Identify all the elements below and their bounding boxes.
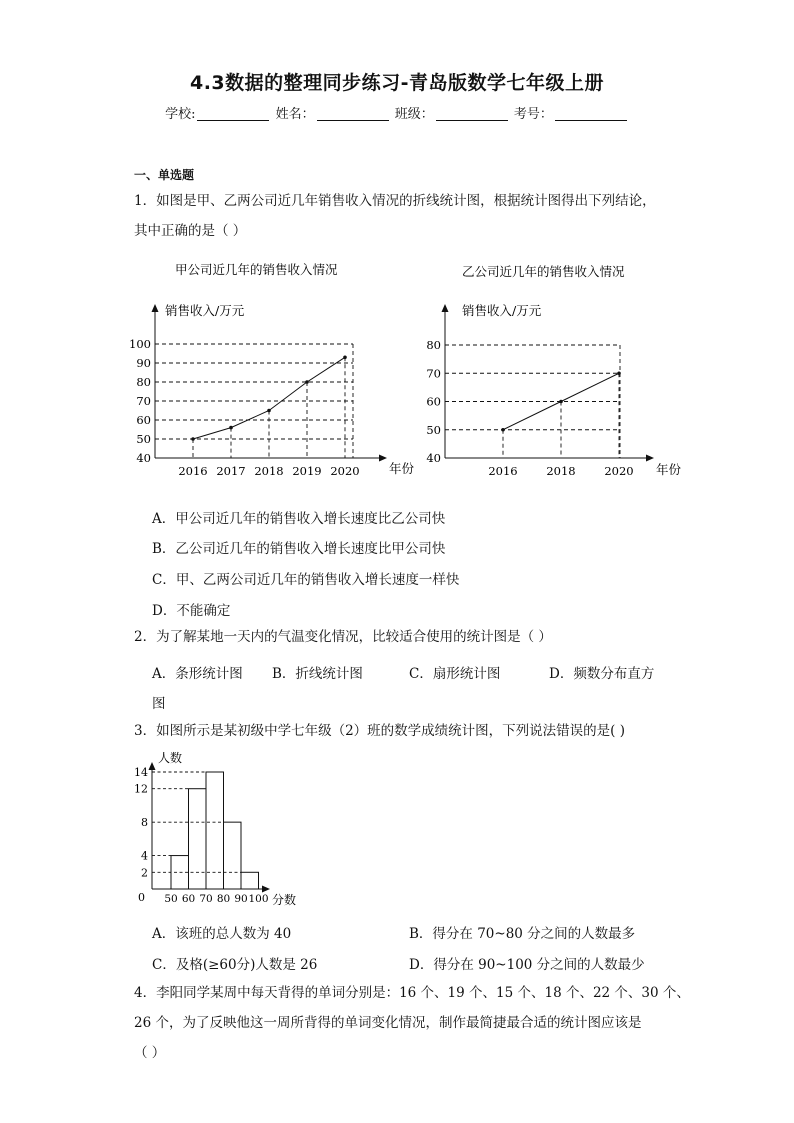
chart-c-plot [134, 762, 270, 905]
chart-b-data-point [559, 400, 563, 404]
q1-option-a[interactable]: A．甲公司近几年的销售收入增长速度比乙公司快 [152, 511, 446, 527]
exam-no-blank[interactable] [555, 106, 627, 121]
name-blank[interactable] [317, 106, 389, 121]
q2-line1: 2．为了解某地一天内的气温变化情况，比较适合使用的统计图是（ ） [134, 629, 552, 645]
chart-b-plot [426, 304, 654, 478]
chart-a-xtick-label: 2016 [178, 464, 208, 478]
chart-c-ytick-label: 12 [134, 782, 148, 796]
chart-b-ylabel: 销售收入/万元 [462, 303, 542, 318]
chart-c-ytick-label: 2 [141, 866, 148, 880]
chart-c-ytick-label: 14 [134, 766, 148, 779]
school-blank[interactable] [197, 106, 269, 121]
q3-line1: 3．如图所示是某初级中学七年级（2）班的数学成绩统计图，下列说法错误的是( ) [134, 723, 626, 739]
chart-b-data-point [501, 428, 505, 432]
chart-b-ytick-label: 70 [426, 366, 441, 381]
chart-a-ytick-label: 60 [136, 413, 151, 427]
q4-line3: （ ） [134, 1045, 166, 1061]
chart-c-y-axis-arrow [149, 762, 156, 770]
chart-a-title: 甲公司近几年的销售收入情况 [175, 262, 338, 277]
chart-c-xtick-label: 100 [248, 893, 269, 905]
page-title: 4.3数据的整理同步练习-青岛版数学七年级上册 [189, 72, 605, 94]
exam-no-label: 考号： [513, 107, 553, 122]
chart-b-ytick-label: 80 [426, 338, 441, 352]
q1-line1: 1．如图是甲、乙两公司近几年销售收入情况的折线统计图，根据统计图得出下列结论， [134, 193, 656, 209]
chart-a-ytick-label: 50 [136, 432, 151, 446]
chart-c-xtick-label: 90 [234, 893, 248, 905]
class-blank[interactable] [436, 106, 508, 121]
q3-option-d[interactable]: D．得分在 90~100 分之间的人数最少 [409, 957, 645, 973]
chart-c-ylabel: 人数 [158, 751, 183, 765]
chart-a-ylabel: 销售收入/万元 [165, 303, 245, 318]
chart-c-bar [206, 772, 224, 889]
chart-b-ytick-label: 60 [426, 394, 441, 409]
chart-b-y-axis-arrow [442, 304, 449, 312]
chart-a-plot [129, 304, 387, 478]
school-label: 学校: [165, 107, 196, 122]
chart-a-ytick-label: 40 [136, 451, 151, 465]
chart-b-xlabel: 年份 [656, 462, 682, 477]
chart-c-ytick-label: 4 [141, 849, 148, 863]
chart-a-data-point [191, 437, 195, 441]
chart-company-b [420, 255, 690, 480]
q1-option-c[interactable]: C．甲、乙两公司近几年的销售收入增长速度一样快 [152, 572, 460, 588]
chart-company-a [129, 255, 415, 480]
chart-c-x-axis-arrow [262, 886, 270, 893]
chart-c-xtick-label: 80 [216, 893, 231, 905]
chart-b-xtick-label: 2020 [604, 464, 634, 478]
chart-b-xtick-label: 2018 [546, 464, 576, 478]
name-label: 姓名： [275, 107, 315, 122]
q4-line2: 26 个，为了反映他这一周所背得的单词变化情况，制作最简捷最合适的统计图应该是 [134, 1015, 642, 1031]
chart-b-ytick-label: 40 [426, 451, 441, 465]
chart-a-xtick-label: 2019 [292, 464, 322, 478]
chart-b-xtick-label: 2016 [488, 464, 518, 478]
section-title: 一、单选题 [134, 168, 195, 182]
chart-a-data-point [267, 409, 271, 413]
chart-a-xtick-label: 2020 [330, 464, 360, 478]
chart-a-data-point [229, 426, 233, 430]
q1-option-b[interactable]: B．乙公司近几年的销售收入增长速度比甲公司快 [152, 541, 446, 557]
chart-a-data-point [343, 356, 347, 360]
chart-a-data-point [305, 380, 309, 384]
q2-option-c[interactable]: C．扇形统计图 [409, 666, 501, 682]
q2-option-d-continued: 图 [152, 696, 166, 712]
student-info-row [0, 103, 794, 122]
q2-option-a[interactable]: A．条形统计图 [152, 666, 243, 682]
q3-option-a[interactable]: A．该班的总人数为 40 [152, 926, 292, 942]
chart-a-ytick-label: 90 [136, 356, 151, 370]
chart-c-ytick-label: 8 [141, 816, 148, 830]
chart-c-origin: 0 [138, 891, 145, 904]
chart-a-y-axis-arrow [152, 304, 159, 312]
chart-a-ytick-label: 100 [129, 337, 151, 351]
chart-a-xlabel: 年份 [389, 461, 415, 476]
chart-a-xtick-label: 2018 [254, 464, 284, 478]
chart-b-data-point [617, 371, 621, 375]
q2-option-b[interactable]: B．折线统计图 [272, 666, 363, 682]
q1-option-d[interactable]: D．不能确定 [152, 603, 231, 619]
chart-c-xtick-label: 70 [199, 893, 213, 905]
chart-c-xlabel: 分数 [272, 893, 297, 907]
chart-a-ytick-label: 80 [136, 375, 151, 389]
chart-c-xtick-label: 50 [164, 893, 178, 905]
q3-option-c[interactable]: C．及格(≥60分)人数是 26 [152, 957, 318, 973]
chart-b-title: 乙公司近几年的销售收入情况 [462, 264, 625, 279]
chart-b-ytick-label: 50 [426, 422, 441, 437]
chart-c-bar [224, 822, 242, 889]
chart-a-ytick-label: 70 [136, 394, 151, 408]
class-label: 班级： [394, 107, 434, 122]
chart-c-bar [241, 872, 259, 889]
chart-score-histogram [130, 748, 320, 908]
q4-line1: 4．李阳同学某周中每天背得的单词分别是：16 个、19 个、15 个、18 个、22 个、30 个、 [134, 985, 690, 1001]
q1-line2: 其中正确的是（ ） [134, 223, 247, 239]
chart-c-bar [189, 789, 207, 889]
chart-a-x-axis-arrow [379, 455, 387, 462]
q3-option-b[interactable]: B．得分在 70~80 分之间的人数最多 [409, 926, 636, 942]
chart-b-x-axis-arrow [646, 455, 654, 462]
q2-option-d[interactable]: D．频数分布直方 [549, 666, 655, 682]
chart-c-xtick-label: 60 [181, 893, 196, 905]
chart-a-xtick-label: 2017 [216, 464, 246, 478]
